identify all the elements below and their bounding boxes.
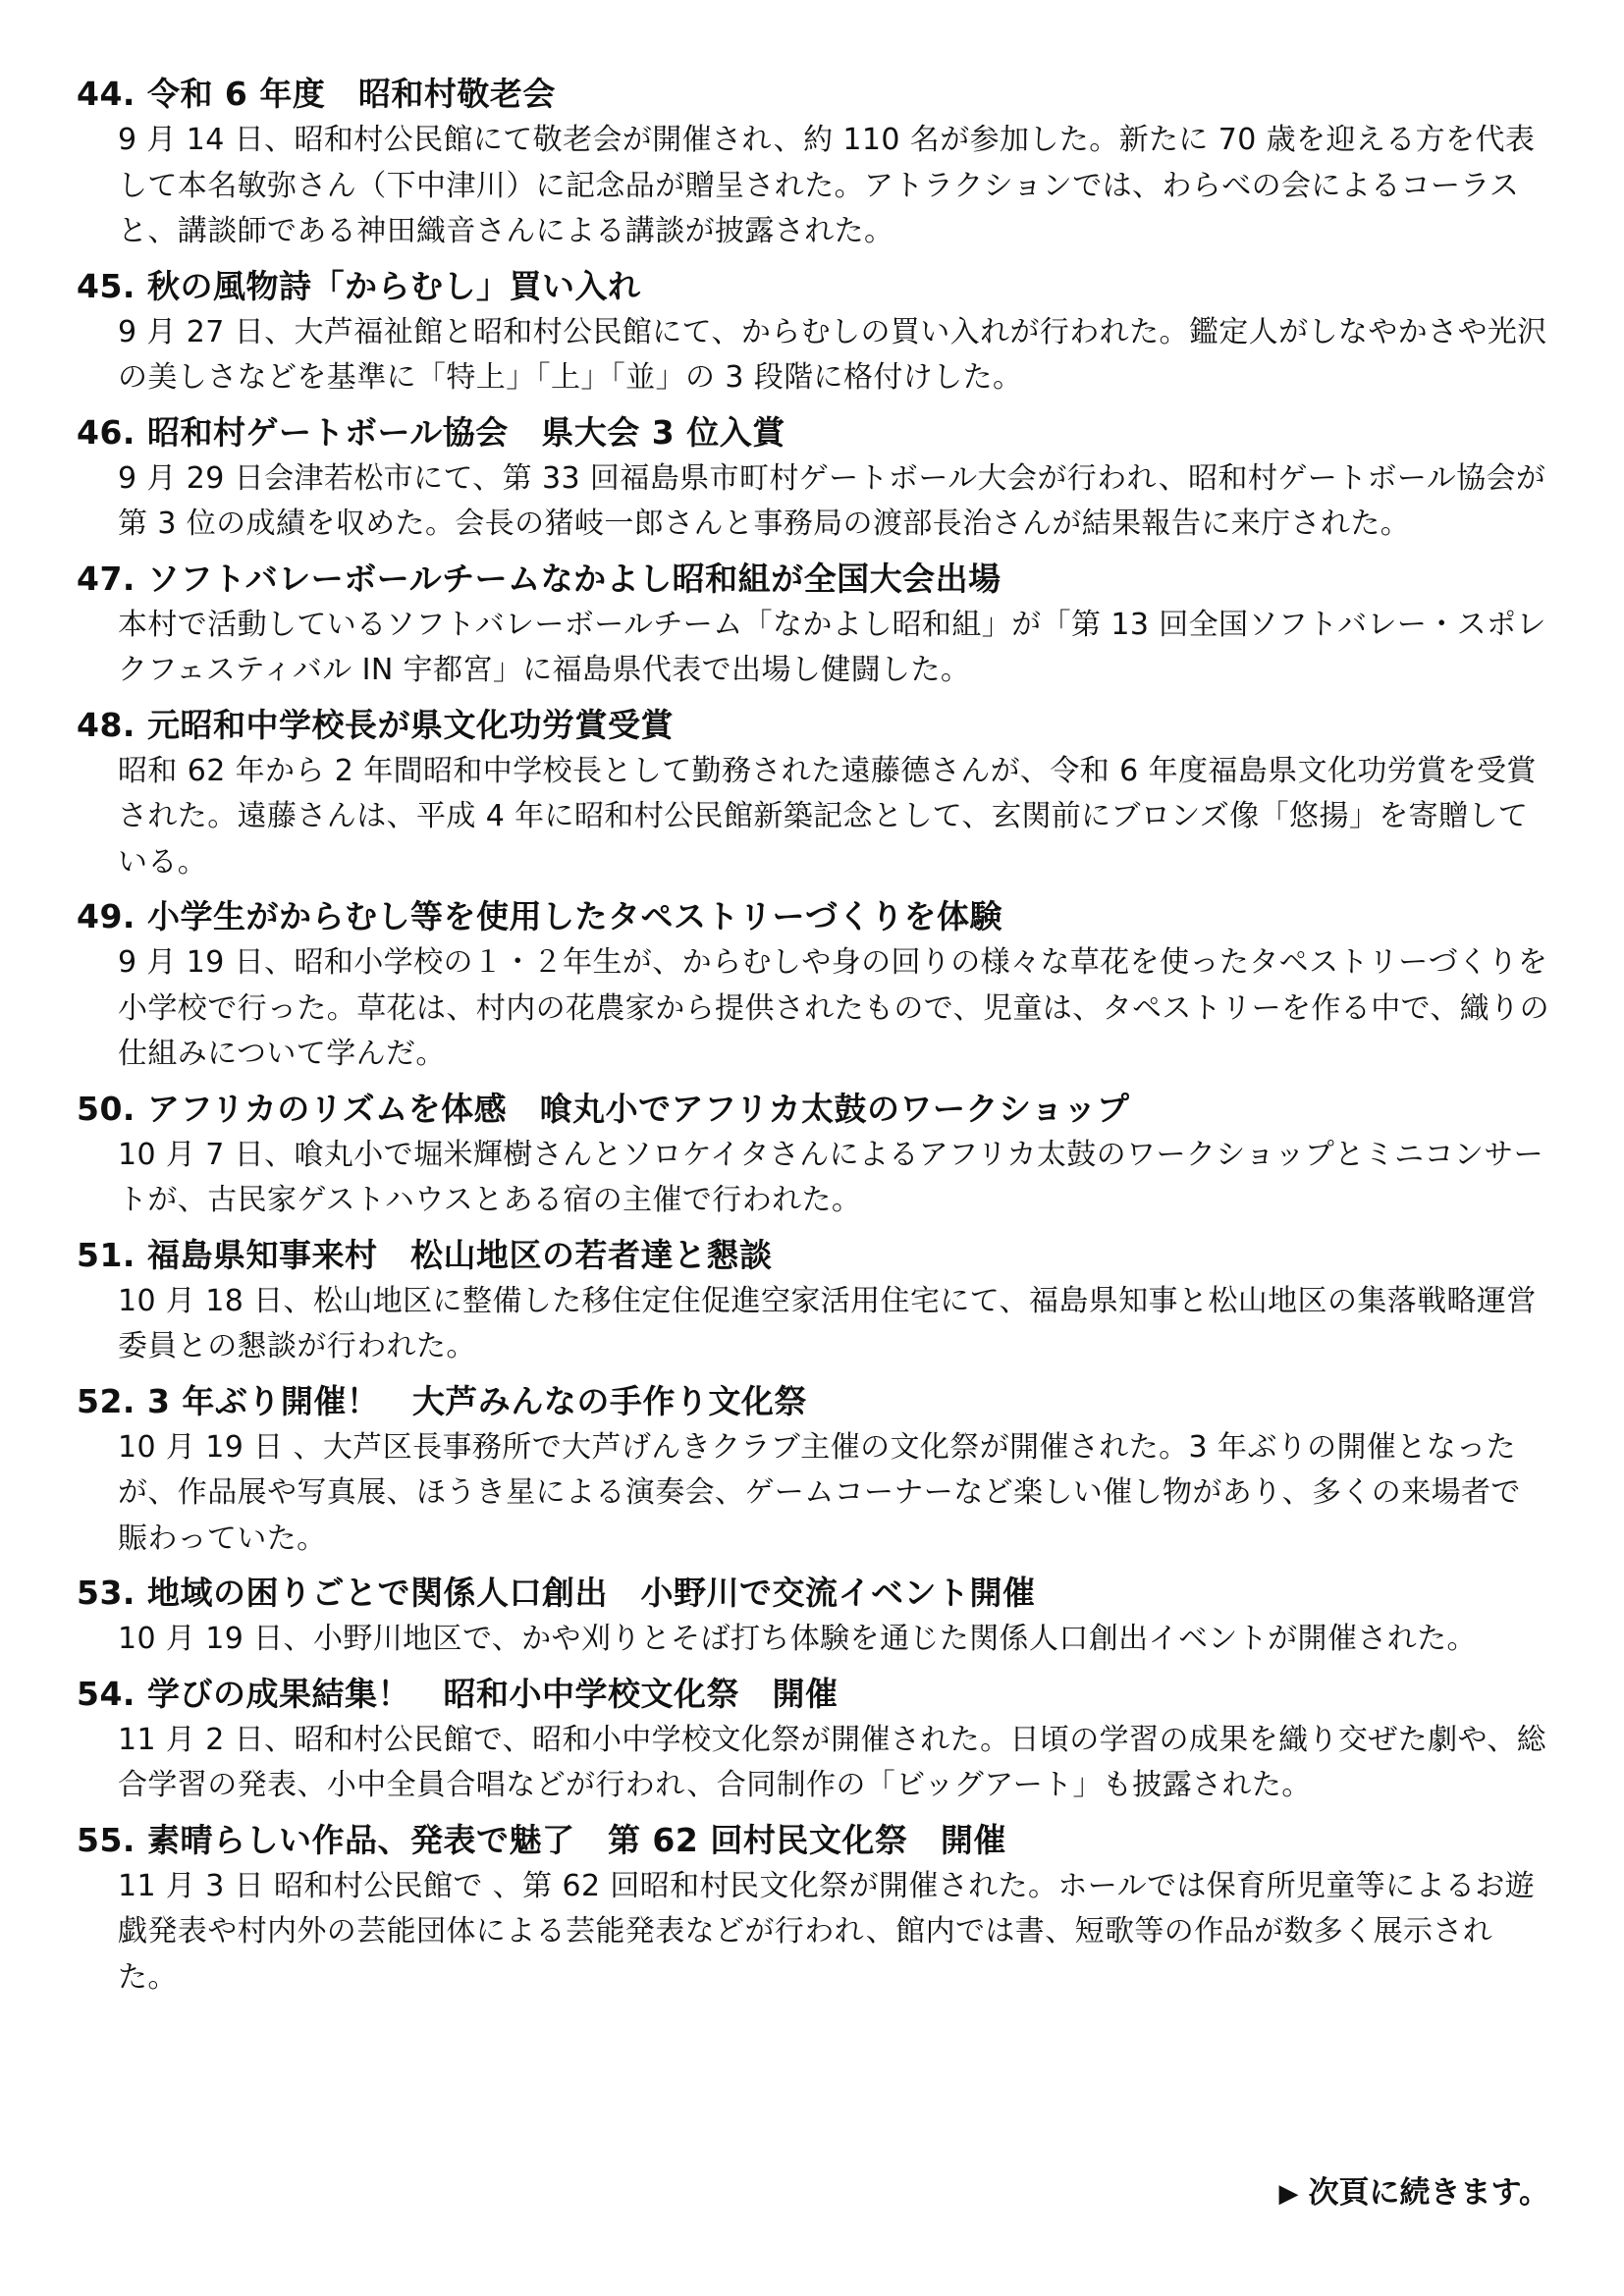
- news-item-48: [77, 702, 1549, 886]
- continued-next-page-label: 次頁に続きます。: [1308, 2175, 1549, 2211]
- news-item-title: 45. 秋の風物詩「からむし」買い入れ: [77, 266, 641, 305]
- news-item-body: 昭和 62 年から 2 年間昭和中学校長として勤務された遠藤德さんが、令和 6 年度福島県文化功労賞を受賞された。遠藤さんは、平成 4 年に昭和村公民館新築記念として、玄関前にブロンズ像「悠揚」を寄贈している。: [118, 753, 1537, 880]
- news-item-body: 10 月 19 日 、大芦区長事務所で大芦げんきクラブ主催の文化祭が開催された。3 年ぶりの開催となったが、作品展や写真展、ほうき星による演奏会、ゲームコーナーなど楽しい催し物があり、多くの来場者で賑わっていた。: [118, 1429, 1521, 1556]
- article-list: [77, 71, 1549, 2008]
- news-item-45: [77, 263, 1549, 401]
- news-item-title: 46. 昭和村ゲートボール協会 県大会 3 位入賞: [77, 412, 785, 452]
- news-item-54: [77, 1671, 1549, 1809]
- news-item-title: 54. 学びの成果結集！ 昭和小中学校文化祭 開催: [77, 1674, 839, 1713]
- news-item-44: [77, 71, 1549, 255]
- news-item-title: 49. 小学生がからむし等を使用したタペストリーづくりを体験: [77, 897, 1002, 935]
- news-item-title: 53. 地域の困りごとで関係人口創出 小野川で交流イベント開催: [77, 1574, 1036, 1612]
- news-item-title: 51. 福島県知事来村 松山地区の若者達と懇談: [77, 1235, 773, 1274]
- news-item-body: 9 月 14 日、昭和村公民館にて敬老会が開催され、約 110 名が参加した。新たに 70 歳を迎える方を代表して本名敏弥さん（下中津川）に記念品が贈呈された。アトラクションでは、わらべの会によるコーラスと、講談師である神田織音さんによる講談が披露された。: [118, 123, 1536, 248]
- news-item-body: 10 月 18 日、松山地区に整備した移住定住促進空家活用住宅にて、福島県知事と松山地区の集落戦略運営委員との懇談が行われた。: [118, 1283, 1537, 1363]
- news-item-body: 本村で活動しているソフトバレーボールチーム「なかよし昭和組」が「第 13 回全国ソフトバレー・スポレクフェスティバル IN 宇都宮」に福島県代表で出場し健闘した。: [118, 607, 1546, 687]
- news-item-title: 47. ソフトバレーボールチームなかよし昭和組が全国大会出場: [77, 559, 1001, 598]
- news-item-51: [77, 1232, 1549, 1370]
- news-item-body: 9 月 29 日会津若松市にて、第 33 回福島県市町村ゲートボール大会が行われ、昭和村ゲートボール協会が第 3 位の成績を収めた。会長の猪岐一郎さんと事務局の渡部長治さんが結果報告に来庁された。: [118, 460, 1546, 541]
- news-item-46: [77, 409, 1549, 548]
- news-item-title: 44. 令和 6 年度 昭和村敬老会: [77, 75, 556, 113]
- news-item-title: 48. 元昭和中学校長が県文化功労賞受賞: [77, 705, 674, 744]
- news-item-body: 11 月 3 日 昭和村公民館で 、第 62 回昭和村民文化祭が開催された。ホールでは保育所児童等によるお遊戯発表や村内外の芸能団体による芸能発表などが行われ、館内では書、短歌等の作品が数多く展示された。: [118, 1868, 1536, 1995]
- news-item-body: 11 月 2 日、昭和村公民館で、昭和小中学校文化祭が開催された。日頃の学習の成果を織り交ぜた劇や、総合学習の発表、小中全員合唱などが行われ、合同制作の「ビッグアート」も披露された。: [118, 1722, 1547, 1802]
- news-item-53: [77, 1570, 1549, 1663]
- news-item-52: [77, 1378, 1549, 1563]
- news-item-49: [77, 893, 1549, 1078]
- news-item-50: [77, 1086, 1549, 1224]
- news-item-body: 9 月 19 日、昭和小学校の１・２年生が、からむしや身の回りの様々な草花を使ったタペストリーづくりを小学校で行った。草花は、村内の花農家から提供されたもので、児童は、タペストリーを作る中で、織りの仕組みについて学んだ。: [118, 945, 1549, 1071]
- triangle-right-icon: ▶: [1278, 2179, 1299, 2209]
- news-item-body: 9 月 27 日、大芦福祉館と昭和村公民館にて、からむしの買い入れが行われた。鑑定人がしなやかさや光沢の美しさなどを基準に「特上」「上」「並」の 3 段階に格付けした。: [118, 314, 1547, 395]
- news-item-47: [77, 556, 1549, 694]
- news-item-55: [77, 1817, 1549, 2002]
- news-item-body: 10 月 19 日、小野川地区で、かや刈りとそば打ち体験を通じた関係人口創出イベントが開催された。: [118, 1622, 1477, 1656]
- news-item-body: 10 月 7 日、喰丸小で堀米輝樹さんとソロケイタさんによるアフリカ太鼓のワークショップとミニコンサートが、古民家ゲストハウスとある宿の主催で行われた。: [118, 1137, 1544, 1217]
- news-item-title: 55. 素晴らしい作品、発表で魅了 第 62 回村民文化祭 開催: [77, 1820, 1006, 1859]
- news-item-title: 52. 3 年ぶり開催！ 大芦みんなの手作り文化祭: [77, 1381, 807, 1420]
- continued-next-page: [1278, 2171, 1549, 2216]
- news-item-title: 50. アフリカのリズムを体感 喰丸小でアフリカ太鼓のワークショップ: [77, 1089, 1130, 1128]
